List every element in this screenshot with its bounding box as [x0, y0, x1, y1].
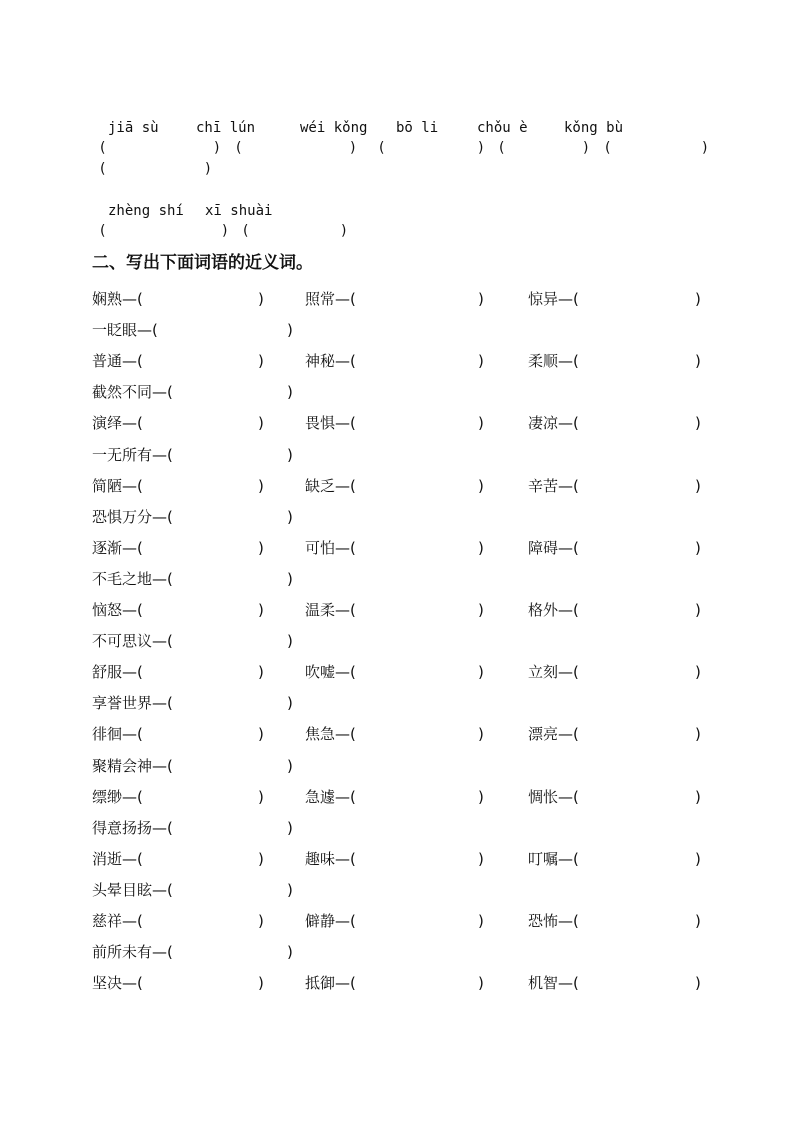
synonym-answer-close-paren: ) [695, 788, 701, 806]
synonym-prompt: 惆怅—( [528, 788, 579, 806]
blank-close-paren: ) [350, 140, 356, 156]
synonym-prompt: 温柔—( [305, 601, 356, 619]
synonym-answer-close-paren: ) [258, 663, 264, 681]
synonym-answer-close-paren: ) [695, 477, 701, 495]
blank-close-paren: ) [702, 140, 708, 156]
blank-close-paren: ) [205, 161, 211, 177]
synonym-prompt: 机智—( [528, 974, 579, 992]
synonym-answer-close-paren: ) [695, 663, 701, 681]
blank-close-paren: ) [222, 223, 228, 239]
synonym-prompt: 叮嘱—( [528, 850, 579, 868]
synonym-prompt: 一眨眼—( [92, 321, 158, 339]
pinyin-item: kǒng bù [564, 120, 624, 136]
synonym-prompt: 辛苦—( [528, 477, 579, 495]
synonym-answer-close-paren: ) [478, 539, 484, 557]
pinyin-item: xī shuài [205, 203, 273, 219]
synonym-prompt: 缺乏—( [305, 477, 356, 495]
synonym-answer-close-paren: ) [258, 850, 264, 868]
synonym-answer-close-paren: ) [695, 974, 701, 992]
synonym-prompt: 享誉世界—( [92, 694, 173, 712]
synonym-prompt: 立刻—( [528, 663, 579, 681]
blank-open-paren: ( [100, 140, 106, 156]
blank-open-paren: ( [499, 140, 505, 156]
blank-open-paren: ( [100, 223, 106, 239]
synonym-answer-close-paren: ) [287, 943, 293, 961]
synonym-prompt: 惊异—( [528, 290, 579, 308]
section-heading: 二、写出下面词语的近义词。 [92, 253, 313, 273]
blank-open-paren: ( [243, 223, 249, 239]
synonym-prompt: 舒服—( [92, 663, 143, 681]
blank-open-paren: ( [100, 161, 106, 177]
synonym-answer-close-paren: ) [478, 477, 484, 495]
synonym-prompt: 娴熟—( [92, 290, 143, 308]
synonym-answer-close-paren: ) [287, 570, 293, 588]
synonym-answer-close-paren: ) [287, 321, 293, 339]
synonym-prompt: 前所未有—( [92, 943, 173, 961]
synonym-answer-close-paren: ) [478, 414, 484, 432]
synonym-prompt: 逐渐—( [92, 539, 143, 557]
synonym-answer-close-paren: ) [695, 850, 701, 868]
synonym-prompt: 不毛之地—( [92, 570, 173, 588]
pinyin-item: wéi kǒng [300, 120, 368, 136]
synonym-answer-close-paren: ) [478, 850, 484, 868]
synonym-answer-close-paren: ) [287, 881, 293, 899]
synonym-prompt: 恐惧万分—( [92, 508, 173, 526]
pinyin-item: chǒu è [477, 120, 528, 136]
synonym-prompt: 柔顺—( [528, 352, 579, 370]
synonym-answer-close-paren: ) [287, 694, 293, 712]
blank-open-paren: ( [605, 140, 611, 156]
synonym-answer-close-paren: ) [478, 663, 484, 681]
synonym-prompt: 畏惧—( [305, 414, 356, 432]
pinyin-item: zhèng shí [108, 203, 184, 219]
synonym-prompt: 演绎—( [92, 414, 143, 432]
synonym-answer-close-paren: ) [287, 819, 293, 837]
synonym-prompt: 可怕—( [305, 539, 356, 557]
synonym-answer-close-paren: ) [258, 788, 264, 806]
synonym-answer-close-paren: ) [478, 352, 484, 370]
synonym-answer-close-paren: ) [258, 414, 264, 432]
synonym-answer-close-paren: ) [258, 912, 264, 930]
synonym-prompt: 慈祥—( [92, 912, 143, 930]
pinyin-item: jiā sù [108, 120, 159, 136]
synonym-prompt: 凄凉—( [528, 414, 579, 432]
synonym-prompt: 抵御—( [305, 974, 356, 992]
synonym-prompt: 不可思议—( [92, 632, 173, 650]
synonym-prompt: 漂亮—( [528, 725, 579, 743]
synonym-prompt: 普通—( [92, 352, 143, 370]
synonym-prompt: 消逝—( [92, 850, 143, 868]
synonym-prompt: 一无所有—( [92, 446, 173, 464]
synonym-prompt: 急遽—( [305, 788, 356, 806]
pinyin-item: chī lún [196, 120, 256, 136]
synonym-prompt: 简陋—( [92, 477, 143, 495]
synonym-answer-close-paren: ) [695, 725, 701, 743]
synonym-answer-close-paren: ) [478, 725, 484, 743]
synonym-answer-close-paren: ) [287, 632, 293, 650]
synonym-answer-close-paren: ) [258, 974, 264, 992]
synonym-prompt: 格外—( [528, 601, 579, 619]
synonym-answer-close-paren: ) [258, 539, 264, 557]
blank-close-paren: ) [583, 140, 589, 156]
synonym-prompt: 缥缈—( [92, 788, 143, 806]
synonym-answer-close-paren: ) [695, 912, 701, 930]
synonym-prompt: 照常—( [305, 290, 356, 308]
blank-close-paren: ) [341, 223, 347, 239]
synonym-answer-close-paren: ) [478, 974, 484, 992]
synonym-answer-close-paren: ) [478, 788, 484, 806]
synonym-prompt: 坚决—( [92, 974, 143, 992]
synonym-answer-close-paren: ) [695, 539, 701, 557]
synonym-answer-close-paren: ) [478, 912, 484, 930]
synonym-answer-close-paren: ) [695, 352, 701, 370]
synonym-answer-close-paren: ) [478, 601, 484, 619]
synonym-prompt: 趣味—( [305, 850, 356, 868]
synonym-prompt: 障碍—( [528, 539, 579, 557]
synonym-answer-close-paren: ) [287, 446, 293, 464]
synonym-answer-close-paren: ) [695, 601, 701, 619]
synonym-answer-close-paren: ) [258, 601, 264, 619]
synonym-answer-close-paren: ) [258, 477, 264, 495]
synonym-answer-close-paren: ) [258, 290, 264, 308]
synonym-prompt: 得意扬扬—( [92, 819, 173, 837]
synonym-prompt: 徘徊—( [92, 725, 143, 743]
synonym-answer-close-paren: ) [695, 290, 701, 308]
synonym-prompt: 聚精会神—( [92, 757, 173, 775]
synonym-answer-close-paren: ) [287, 757, 293, 775]
synonym-answer-close-paren: ) [287, 383, 293, 401]
synonym-prompt: 僻静—( [305, 912, 356, 930]
synonym-answer-close-paren: ) [258, 725, 264, 743]
synonym-answer-close-paren: ) [287, 508, 293, 526]
blank-close-paren: ) [214, 140, 220, 156]
blank-open-paren: ( [236, 140, 242, 156]
synonym-prompt: 头晕目眩—( [92, 881, 173, 899]
synonym-prompt: 神秘—( [305, 352, 356, 370]
synonym-prompt: 恼怒—( [92, 601, 143, 619]
synonym-answer-close-paren: ) [258, 352, 264, 370]
synonym-prompt: 恐怖—( [528, 912, 579, 930]
synonym-answer-close-paren: ) [695, 414, 701, 432]
synonym-prompt: 截然不同—( [92, 383, 173, 401]
synonym-prompt: 吹嘘—( [305, 663, 356, 681]
pinyin-item: bō li [396, 120, 439, 136]
synonym-answer-close-paren: ) [478, 290, 484, 308]
blank-close-paren: ) [478, 140, 484, 156]
synonym-prompt: 焦急—( [305, 725, 356, 743]
blank-open-paren: ( [379, 140, 385, 156]
